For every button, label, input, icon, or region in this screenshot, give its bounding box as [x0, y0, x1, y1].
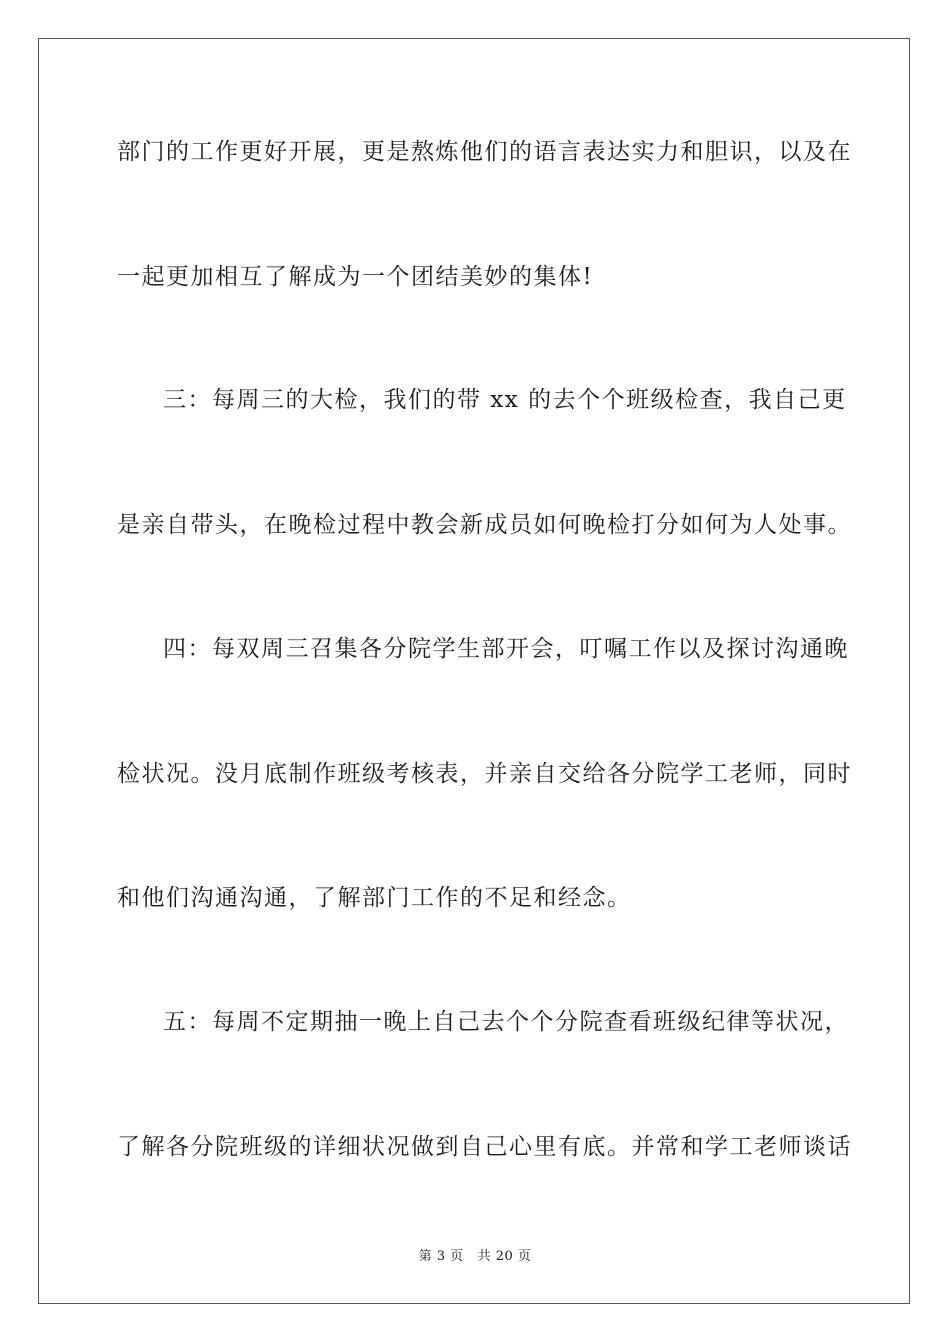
- page-footer: [0, 1248, 950, 1266]
- page-total: 共 20 页: [477, 1249, 532, 1264]
- paragraph-three-start: 三：每周三的大检，我们的带 xx 的去个个班级检查，我自己更: [163, 387, 847, 413]
- body-text-line: 检状况。没月底制作班级考核表，并亲自交给各分院学工老师，同时: [117, 761, 852, 787]
- body-text-line: 部门的工作更好开展，更是熬炼他们的语言表达实力和胆识，以及在: [117, 139, 852, 165]
- paragraph-five-start: 五：每周不定期抽一晚上自己去个个分院查看班级纪律等状况，: [163, 1009, 849, 1035]
- page-number: 第 3 页: [418, 1249, 464, 1264]
- page-border: [38, 38, 910, 1304]
- body-text-line: 是亲自带头，在晚检过程中教会新成员如何晚检打分如何为人处事。: [117, 512, 852, 538]
- body-text-line: 一起更加相互了解成为一个团结美妙的集体!: [117, 264, 594, 290]
- paragraph-four-start: 四：每双周三召集各分院学生部开会，叮嘱工作以及探讨沟通晚: [163, 636, 849, 662]
- body-text-line: 了解各分院班级的详细状况做到自己心里有底。并常和学工老师谈话: [117, 1134, 852, 1160]
- body-text-line: 和他们沟通沟通，了解部门工作的不足和经念。: [117, 885, 632, 911]
